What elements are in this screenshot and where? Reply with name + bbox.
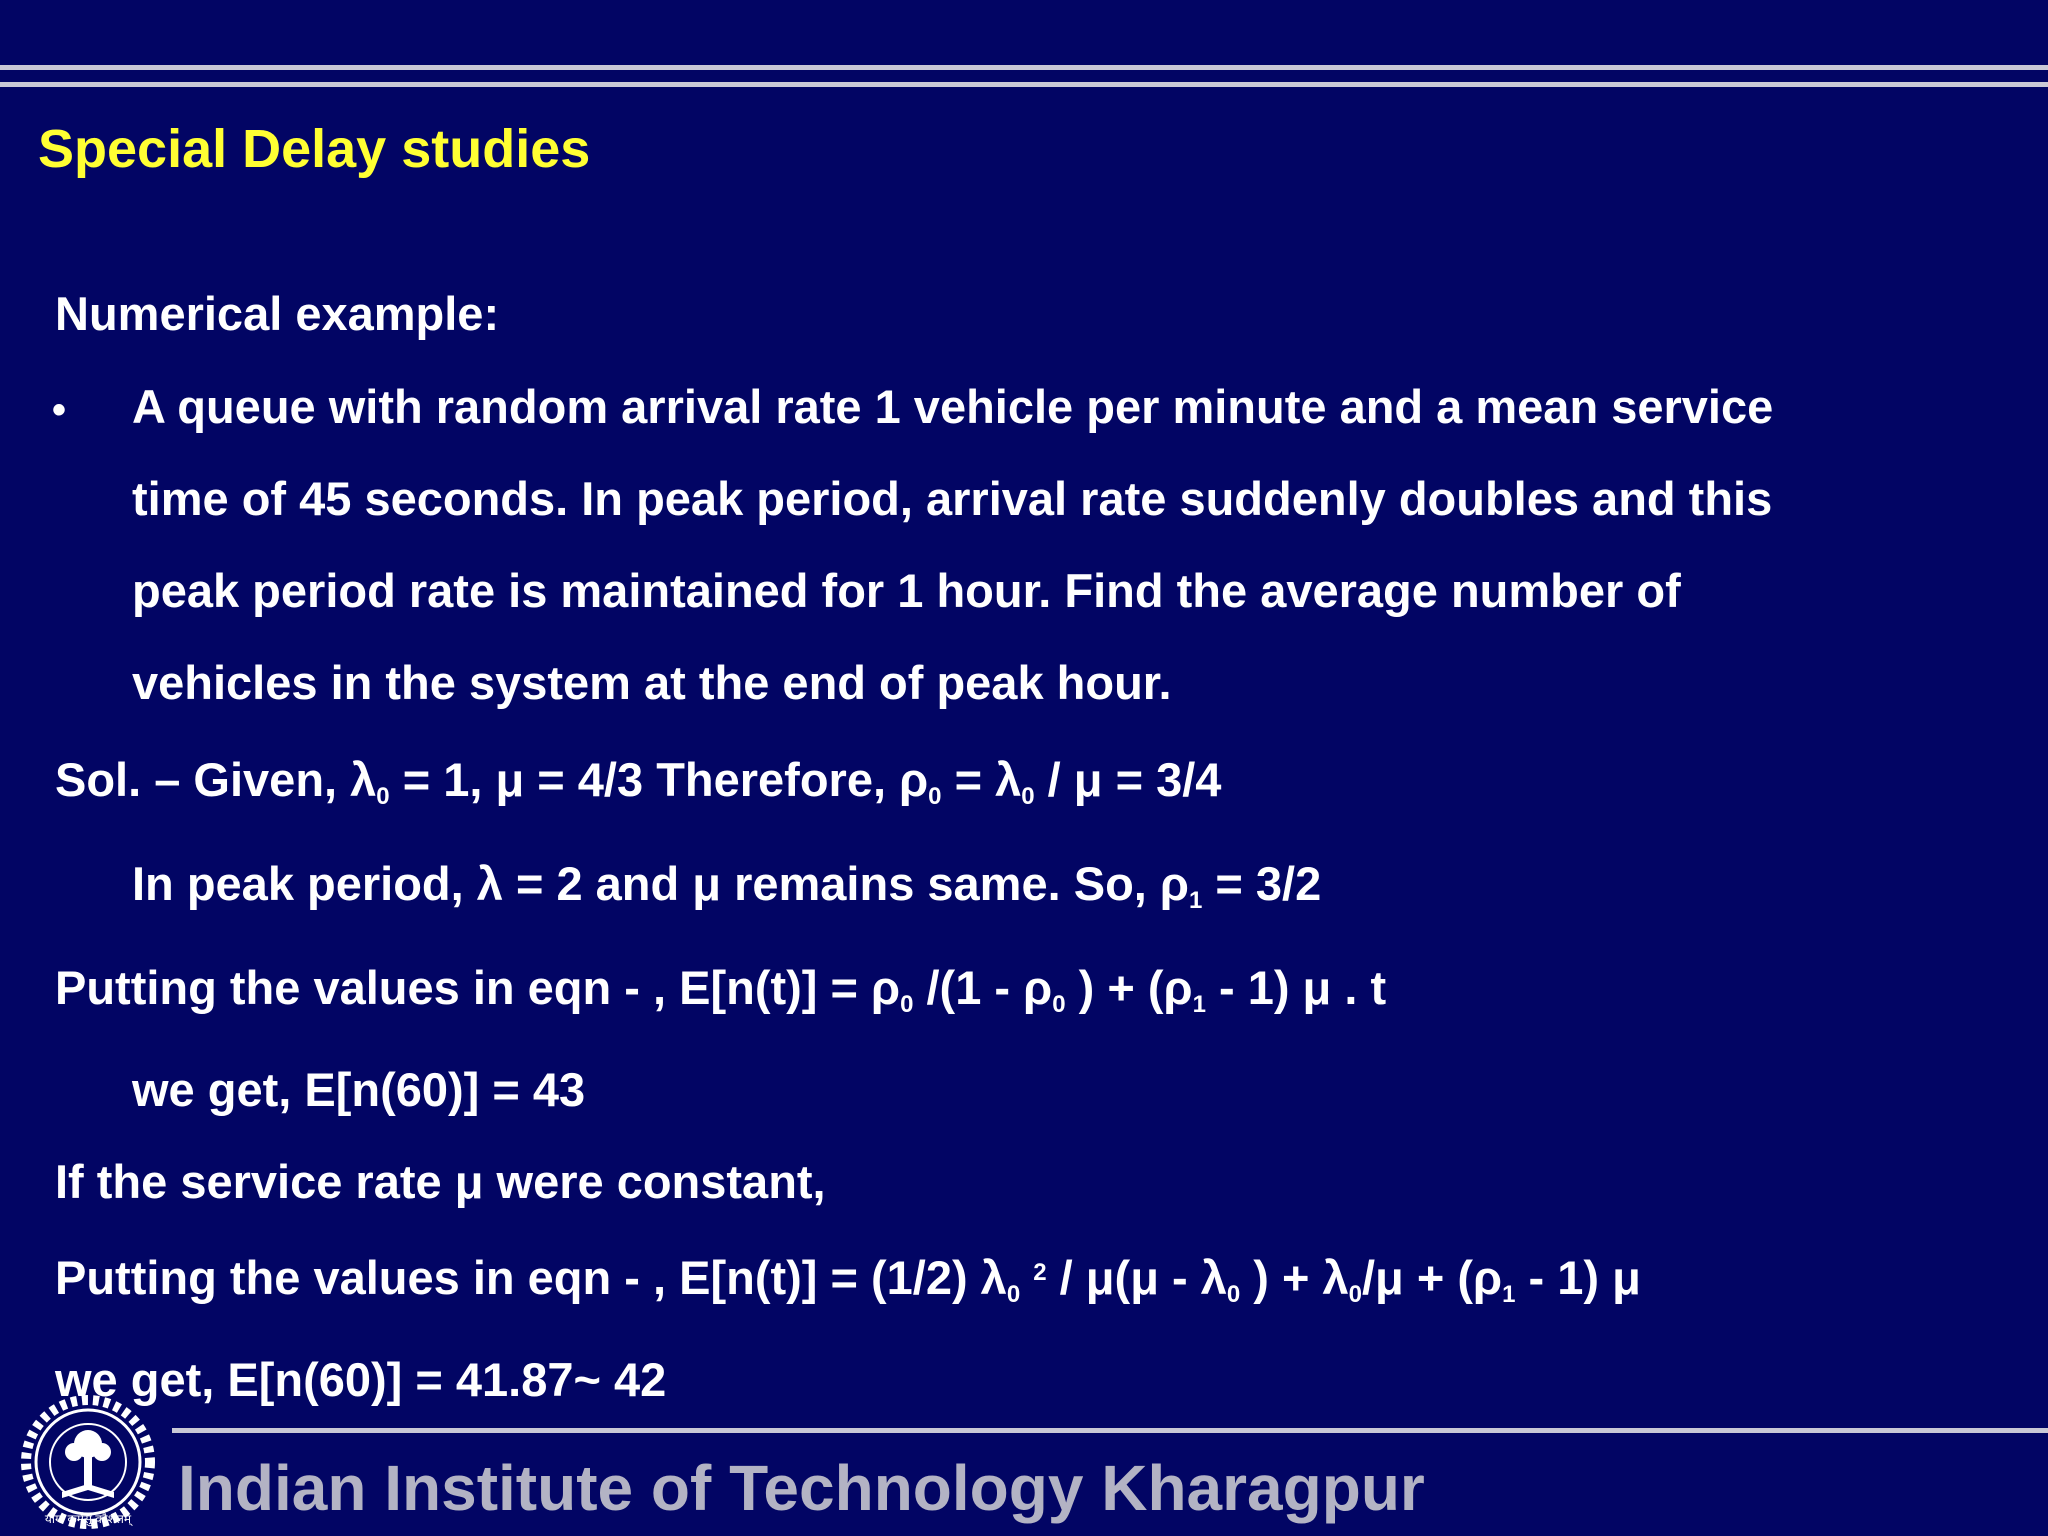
- bullet-line-3: peak period rate is maintained for 1 hour. Find the average number of: [132, 564, 1681, 617]
- equation-2-line: Putting the values in eqn - , E[n(t)] = (1/2) $\lambda_0$ $^2 / \mu(\mu - \lambda_0$ ) + $\lambda_0/\mu + (\rho_1 - 1)$ μ: [55, 1251, 1641, 1308]
- constant-service-line: If the service rate μ were constant,: [55, 1155, 826, 1208]
- bullet-line-2: time of 45 seconds. In peak period, arrival rate suddenly doubles and this: [132, 472, 1773, 525]
- bullet-marker: •: [52, 388, 67, 432]
- bullet-line-4: vehicles in the system at the end of peak hour.: [132, 656, 1172, 709]
- header-rule-top: [0, 65, 2048, 70]
- result-1-line: we get, E[n(60)] = 43: [132, 1063, 586, 1116]
- logo-motto: योगः कर्मसु कौशलम्: [44, 1512, 132, 1526]
- heading-numerical-example: Numerical example:: [55, 287, 500, 340]
- footer-rule: [172, 1428, 2048, 1433]
- header-rule-bottom: [0, 82, 2048, 87]
- peak-period-line: In peak period, λ = 2 and μ remains same. So, $\rho_1 = 3/2$: [132, 857, 1322, 914]
- result-2-line: we get, E[n(60)] = 41.87~ 42: [55, 1353, 667, 1406]
- solution-given-line: Sol. – Given, $\lambda_0 = 1$, μ = 4/3 Therefore, $\rho_0 = \lambda_0 / \mu = 3/4$: [55, 753, 1222, 810]
- bullet-line-1: A queue with random arrival rate 1 vehicle per minute and a mean service: [132, 380, 1774, 433]
- footer-institute-name: Indian Institute of Technology Kharagpur: [178, 1452, 1425, 1524]
- slide-title: Special Delay studies: [38, 119, 591, 179]
- equation-1-line: Putting the values in eqn - , $E[n(t)] = \rho_0$ $/(1 - \rho_0$ ) + $(\rho_1 - 1)$ μ . t: [55, 961, 1387, 1018]
